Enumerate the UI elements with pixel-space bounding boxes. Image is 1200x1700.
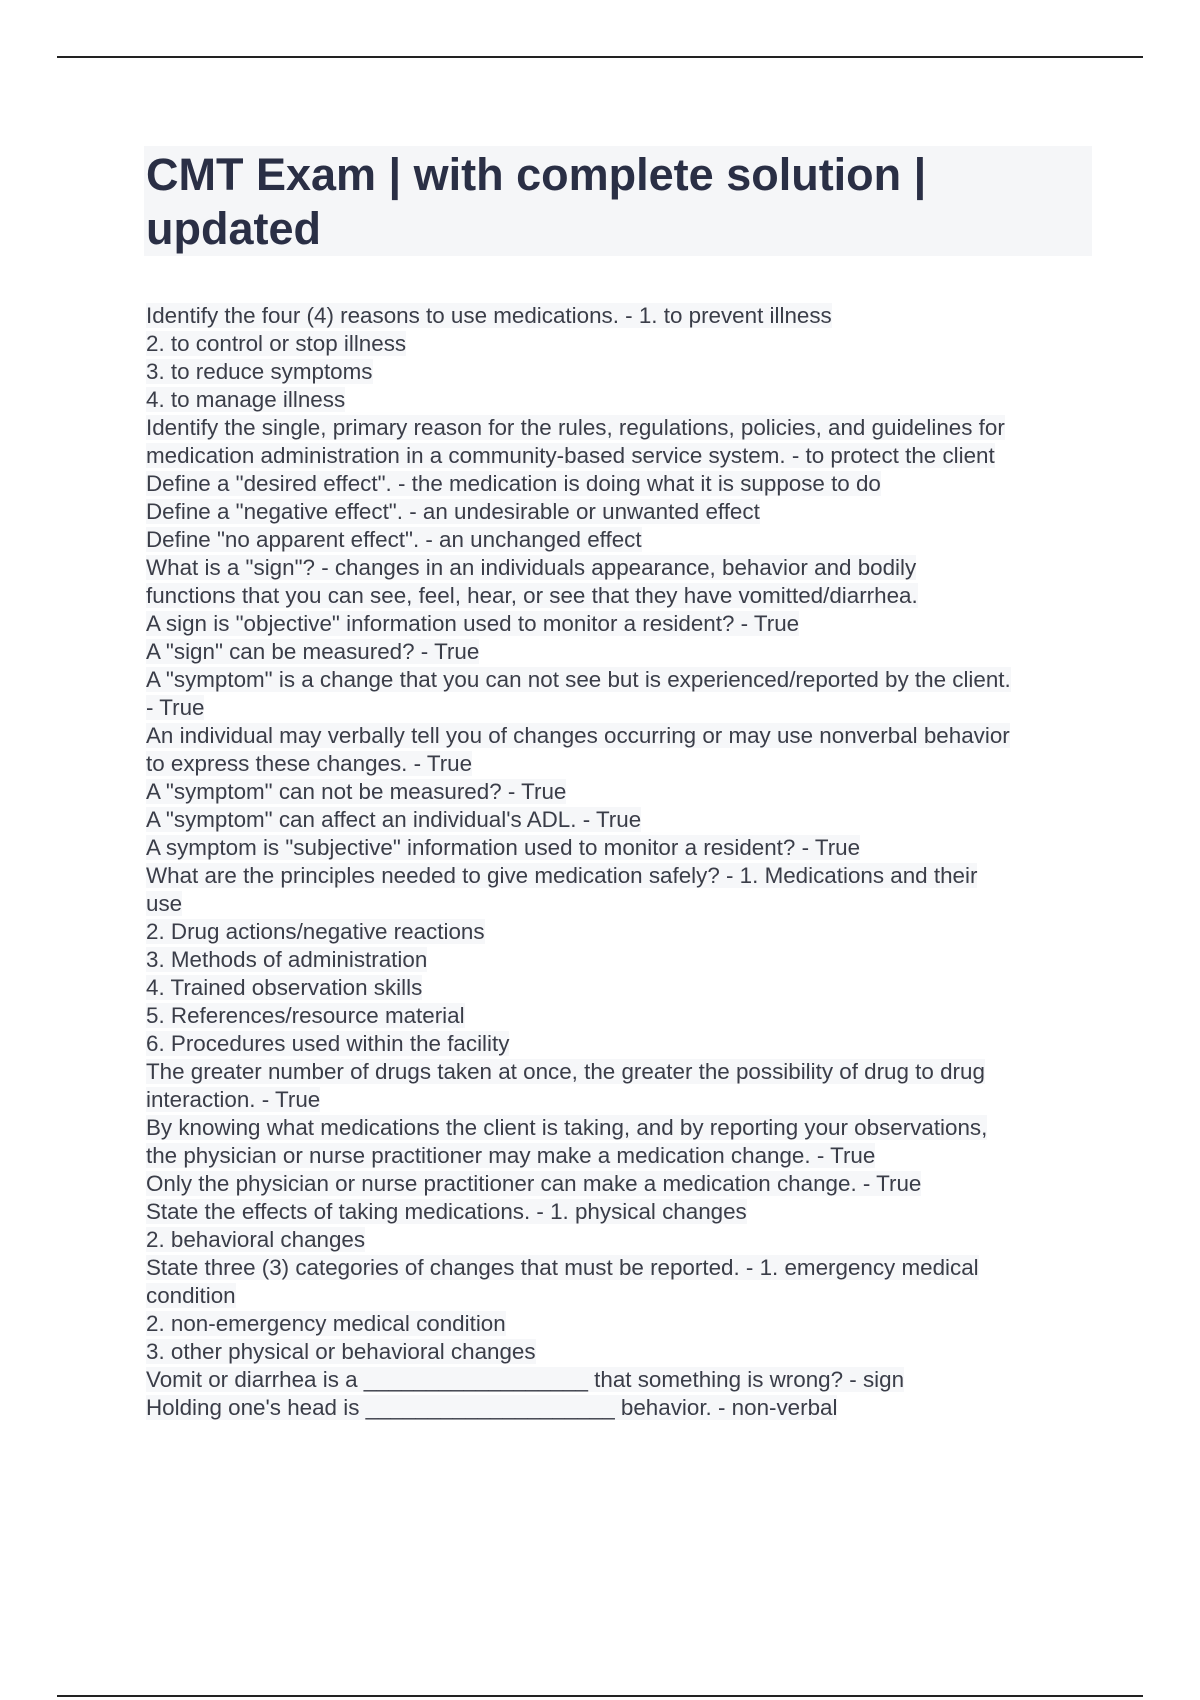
text-line [146,470,1086,498]
line-text: A symptom is "subjective" information used to monitor a resident? - True [146,835,861,860]
text-line [146,1282,1086,1310]
line-text: State the effects of taking medications. - 1. physical changes [146,1199,747,1224]
title-block [144,146,1092,256]
line-text: interaction. - True [146,1087,321,1112]
text-line [146,638,1086,666]
line-text: Define a "negative effect". - an undesirable or unwanted effect [146,499,760,524]
line-text: A "symptom" is a change that you can not see but is experienced/reported by the client. [146,667,1011,692]
line-text: State three (3) categories of changes that must be reported. - 1. emergency medical [146,1255,979,1280]
text-line [146,1338,1086,1366]
document-title: CMT Exam | with complete solution | updated [146,149,927,254]
line-text: 4. to manage illness [146,387,346,412]
line-text: A sign is "objective" information used to monitor a resident? - True [146,611,800,636]
text-line [146,358,1086,386]
line-text: functions that you can see, feel, hear, or see that they have vomitted/diarrhea. [146,583,918,608]
document-body [146,302,1086,1422]
text-line [146,1030,1086,1058]
line-text: A "symptom" can affect an individual's ADL. - True [146,807,642,832]
text-line [146,722,1086,750]
text-line [146,1198,1086,1226]
line-text: A "symptom" can not be measured? - True [146,779,567,804]
text-line [146,526,1086,554]
line-text: 6. Procedures used within the facility [146,1031,510,1056]
text-line [146,1114,1086,1142]
text-line [146,1366,1086,1394]
line-text: 3. to reduce symptoms [146,359,373,384]
line-text: 4. Trained observation skills [146,975,423,1000]
line-text: Define "no apparent effect". - an unchanged effect [146,527,642,552]
text-line [146,386,1086,414]
text-line [146,778,1086,806]
text-line [146,442,1086,470]
text-line [146,414,1086,442]
line-text: Identify the single, primary reason for the rules, regulations, policies, and guidelines for [146,415,1005,440]
line-text: 5. References/resource material [146,1003,465,1028]
text-line [146,498,1086,526]
text-line [146,974,1086,1002]
line-text: Identify the four (4) reasons to use medications. - 1. to prevent illness [146,303,832,328]
text-line [146,610,1086,638]
line-text: 2. behavioral changes [146,1227,366,1252]
line-text: Vomit or diarrhea is a __________________ that something is wrong? - sign [146,1367,905,1392]
text-line [146,946,1086,974]
text-line [146,1170,1086,1198]
top-rule [57,56,1143,58]
line-text: 2. non-emergency medical condition [146,1311,506,1336]
text-line [146,890,1086,918]
text-line [146,1002,1086,1030]
text-line [146,806,1086,834]
text-line [146,1058,1086,1086]
text-line [146,1310,1086,1338]
text-line [146,666,1086,694]
line-text: Only the physician or nurse practitioner can make a medication change. - True [146,1171,922,1196]
text-line [146,1226,1086,1254]
line-text: 3. Methods of administration [146,947,428,972]
text-line [146,582,1086,610]
line-text: What are the principles needed to give medication safely? - 1. Medications and their [146,863,978,888]
text-line [146,1142,1086,1170]
line-text: medication administration in a community-based service system. - to protect the client [146,443,995,468]
line-text: 2. Drug actions/negative reactions [146,919,485,944]
text-line [146,1254,1086,1282]
line-text: Holding one's head is ____________________ behavior. - non-verbal [146,1395,838,1420]
text-line [146,1394,1086,1422]
text-line [146,750,1086,778]
text-line [146,834,1086,862]
line-text: Define a "desired effect". - the medication is doing what it is suppose to do [146,471,881,496]
line-text: use [146,891,183,916]
line-text: 3. other physical or behavioral changes [146,1339,536,1364]
text-line [146,330,1086,358]
line-text: The greater number of drugs taken at once, the greater the possibility of drug to drug [146,1059,985,1084]
line-text: By knowing what medications the client is taking, and by reporting your observations, [146,1115,988,1140]
text-line [146,554,1086,582]
text-line [146,1086,1086,1114]
text-line [146,302,1086,330]
line-text: A "sign" can be measured? - True [146,639,480,664]
line-text: the physician or nurse practitioner may make a medication change. - True [146,1143,876,1168]
text-line [146,862,1086,890]
line-text: - True [146,695,205,720]
text-line [146,694,1086,722]
line-text: What is a "sign"? - changes in an individuals appearance, behavior and bodily [146,555,917,580]
line-text: An individual may verbally tell you of changes occurring or may use nonverbal behavior [146,723,1010,748]
line-text: 2. to control or stop illness [146,331,407,356]
line-text: to express these changes. - True [146,751,473,776]
line-text: condition [146,1283,236,1308]
bottom-rule [57,1695,1143,1697]
text-line [146,918,1086,946]
